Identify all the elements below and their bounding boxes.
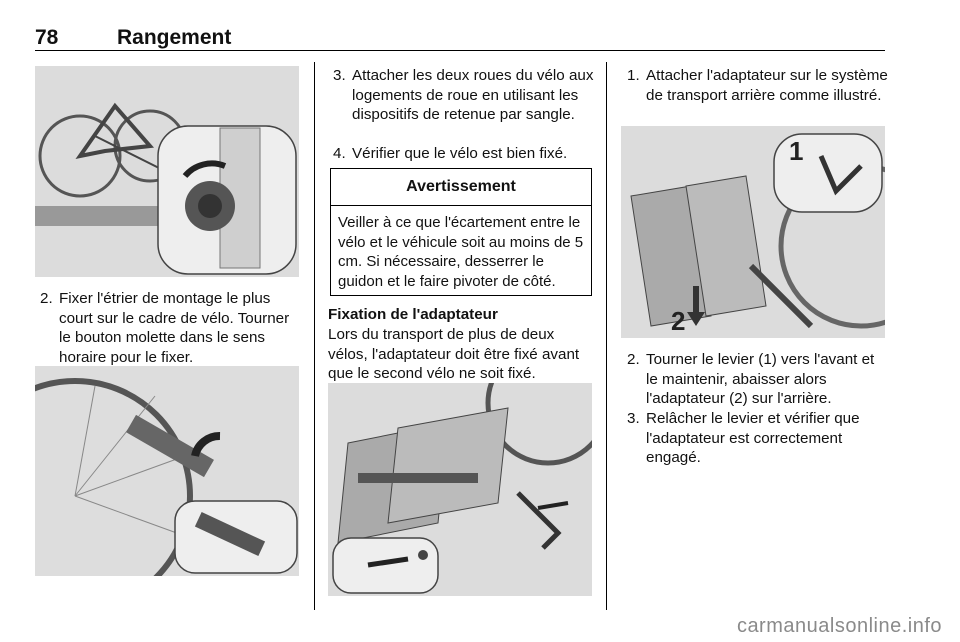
step-text: Tourner le levier (1) vers l'avant et le maintenir, abaisser alors l'adaptateur (2) sur l'arrière. — [646, 351, 875, 407]
adapter-attach-drawing — [328, 383, 592, 596]
adapter-attach-illustration — [328, 383, 592, 596]
watermark: carmanualsonline.info — [736, 615, 942, 637]
step-text: Attacher l'adaptateur sur le système de transport arrière comme illustré. — [646, 67, 888, 104]
adapter-lever-illustration — [621, 126, 885, 338]
bike-frame-clamp-illustration — [35, 66, 299, 277]
step-text: Attacher les deux roues du vélo aux logements de roue en utilisant les dispositifs de retenue par sangle. — [352, 67, 594, 123]
warning-body: Veiller à ce que l'écartement entre le vélo et le véhicule soit au moins de 5 cm. Si nécessaire, desserrer le guidon et le faire pivoter de côté. — [338, 214, 584, 290]
step-text: Relâcher le levier et vérifier que l'adaptateur est correctement engagé. — [646, 410, 860, 466]
page-header — [35, 26, 885, 52]
column-divider-right — [606, 62, 607, 610]
warning-box — [330, 168, 592, 296]
step-number: 2. — [627, 351, 640, 368]
bike-frame-clamp-drawing — [35, 66, 299, 277]
adapter-lever-drawing — [621, 126, 885, 338]
bike-wheel-strap-illustration — [35, 366, 299, 576]
step-number: 3. — [333, 67, 346, 84]
section-paragraph: Lors du transport de plus de deux vélos, l'adaptateur doit être fixé avant que le second vélo ne soit fixé. — [328, 326, 580, 382]
step-number: 3. — [627, 410, 640, 427]
callout-number-1: 1 — [789, 136, 804, 166]
page-number: 78 — [35, 26, 59, 49]
header-rule — [35, 50, 885, 51]
section-heading: Fixation de l'adaptateur — [328, 306, 498, 323]
step-number: 1. — [627, 67, 640, 84]
step-text: Fixer l'étrier de montage le plus court sur le cadre de vélo. Tourner le bouton molette dans le sens horaire pour le fixer. — [59, 290, 290, 366]
page-title: Rangement — [117, 26, 232, 49]
column-divider-left — [314, 62, 315, 610]
step-text: Vérifier que le vélo est bien fixé. — [352, 145, 568, 162]
callout-number-2: 2 — [671, 306, 686, 336]
bike-wheel-strap-drawing — [35, 366, 299, 576]
step-number: 4. — [333, 145, 346, 162]
step-number: 2. — [40, 290, 53, 307]
warning-title: Avertissement — [331, 169, 591, 206]
